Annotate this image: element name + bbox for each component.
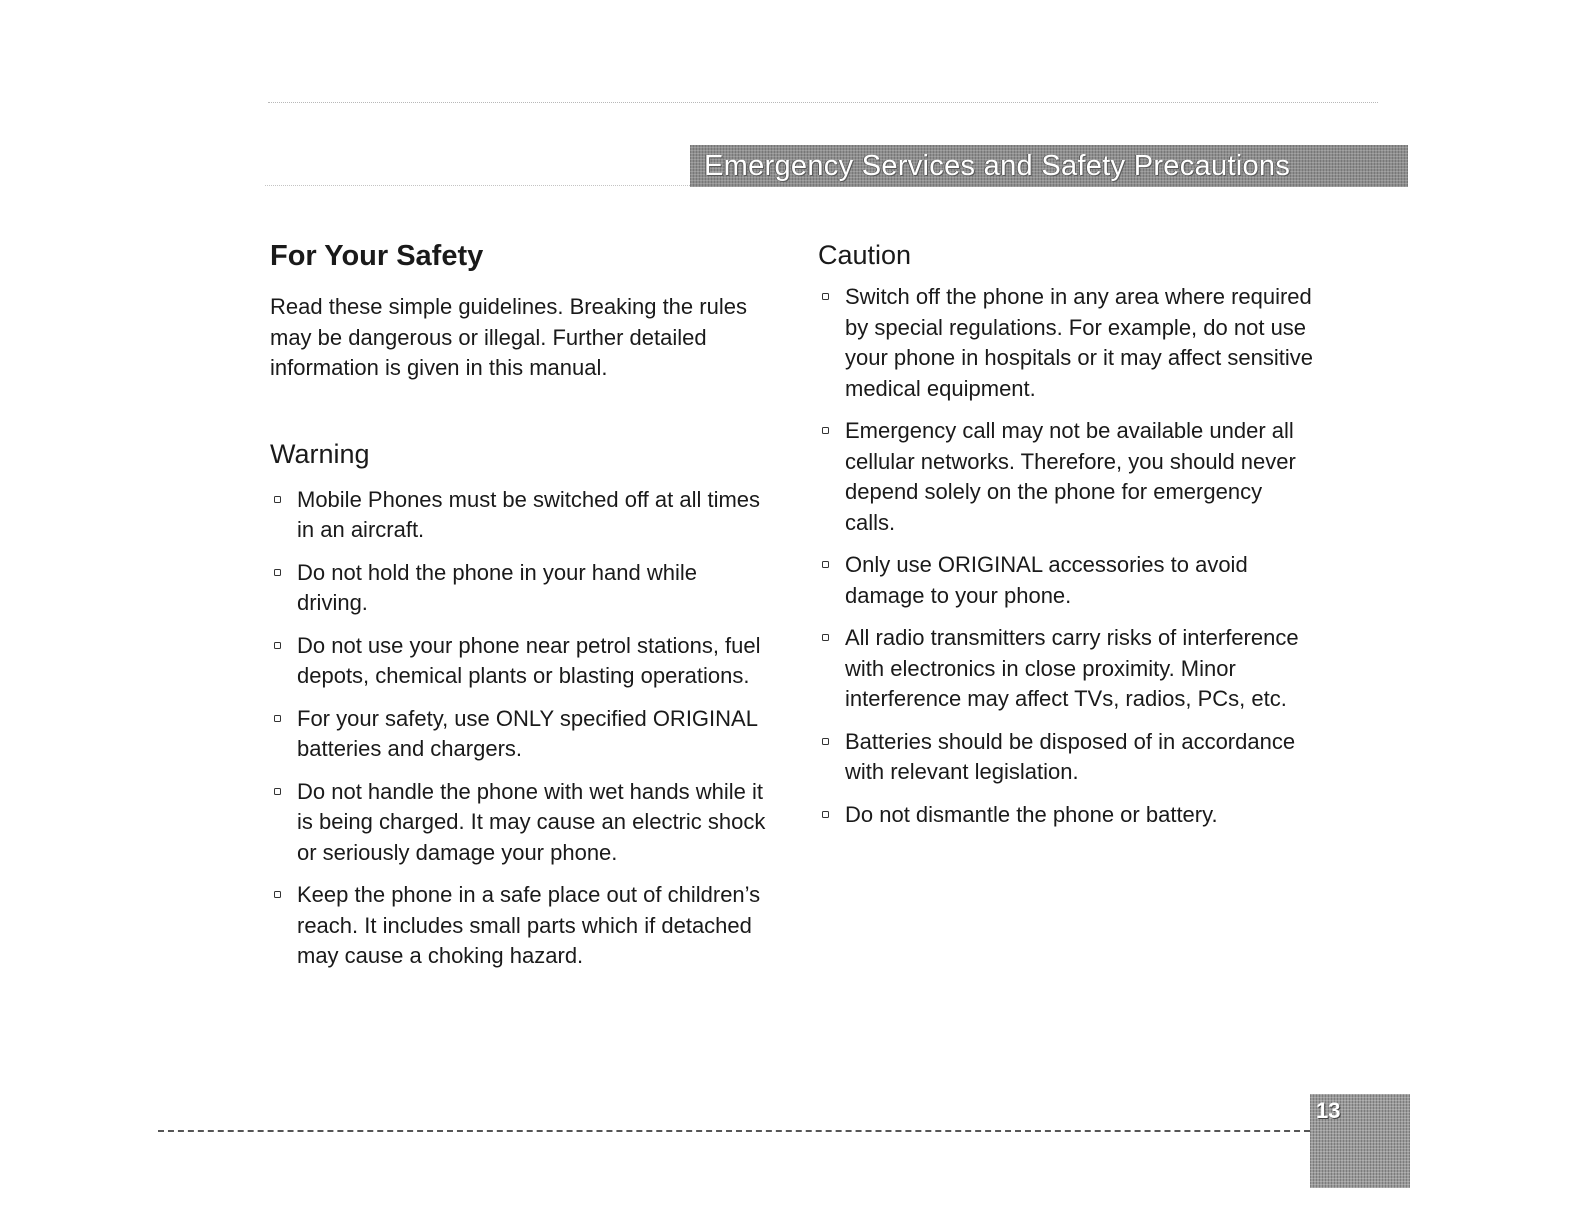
caution-item <box>818 550 1318 611</box>
square-bullet-icon <box>822 293 829 300</box>
square-bullet-icon <box>822 427 829 434</box>
warning-item <box>270 558 770 619</box>
warning-item <box>270 777 770 869</box>
section-title: For Your Safety <box>270 240 484 272</box>
intro-paragraph: Read these simple guidelines. Breaking the rules may be dangerous or illegal. Further detailed information is given in this manual. <box>270 294 747 380</box>
warning-item-text: Mobile Phones must be switched off at all times in an aircraft. <box>297 486 761 542</box>
warning-item-text: Do not handle the phone with wet hands while it is being charged. It may cause an electric shock or seriously damage your phone. <box>297 778 766 865</box>
square-bullet-icon <box>274 642 281 649</box>
square-bullet-icon <box>274 715 281 722</box>
square-bullet-icon <box>822 811 829 818</box>
warning-item-text: For your safety, use ONLY specified ORIGINAL batteries and chargers. <box>297 705 758 761</box>
square-bullet-icon <box>274 891 281 898</box>
caution-item <box>818 800 1318 831</box>
square-bullet-icon <box>822 561 829 568</box>
caution-list <box>818 282 1318 830</box>
warning-item <box>270 704 770 765</box>
caution-item-text: Switch off the phone in any area where required by special regulations. For example, do not use your phone in hospitals or it may affect sensitive medical equipment. <box>845 284 1313 401</box>
caution-item <box>818 282 1318 404</box>
warning-item-text: Keep the phone in a safe place out of children’s reach. It includes small parts which if detached may cause a choking hazard. <box>297 882 761 968</box>
caution-item-text: Emergency call may not be available under all cellular networks. Therefore, you should never depend solely on the phone for emergency calls. <box>845 418 1296 535</box>
square-bullet-icon <box>274 788 281 795</box>
chapter-title: Emergency Services and Safety Precautions <box>704 149 1291 182</box>
caution-item-text: Only use ORIGINAL accessories to avoid damage to your phone. <box>845 552 1248 608</box>
warning-item <box>270 631 770 692</box>
warning-item-text: Do not use your phone near petrol stations, fuel depots, chemical plants or blasting operations. <box>297 632 761 688</box>
page-number-box <box>1310 1094 1410 1188</box>
warning-item <box>270 880 770 972</box>
footer-dashed-rule <box>158 1130 1310 1132</box>
left-column <box>270 236 770 984</box>
chapter-header-banner <box>690 145 1408 187</box>
square-bullet-icon <box>274 569 281 576</box>
caution-heading: Caution <box>818 240 912 270</box>
caution-item-text: All radio transmitters carry risks of interference with electronics in close proximity. Minor interference may affect TVs, radios, PCs, etc. <box>845 625 1299 711</box>
page-number: 13 <box>1316 1098 1341 1123</box>
warning-heading: Warning <box>270 438 370 469</box>
caution-item <box>818 727 1318 788</box>
scan-artifact-mid <box>265 185 690 186</box>
warning-list <box>270 485 770 972</box>
warning-item-text: Do not hold the phone in your hand while driving. <box>297 559 697 615</box>
caution-item-text: Do not dismantle the phone or battery. <box>845 801 1218 827</box>
right-column <box>818 236 1318 842</box>
warning-item <box>270 485 770 546</box>
scan-artifact-top <box>268 102 1378 103</box>
caution-item-text: Batteries should be disposed of in accordance with relevant legislation. <box>845 728 1296 784</box>
square-bullet-icon <box>274 496 281 503</box>
caution-item <box>818 623 1318 715</box>
caution-item <box>818 416 1318 538</box>
square-bullet-icon <box>822 738 829 745</box>
square-bullet-icon <box>822 634 829 641</box>
